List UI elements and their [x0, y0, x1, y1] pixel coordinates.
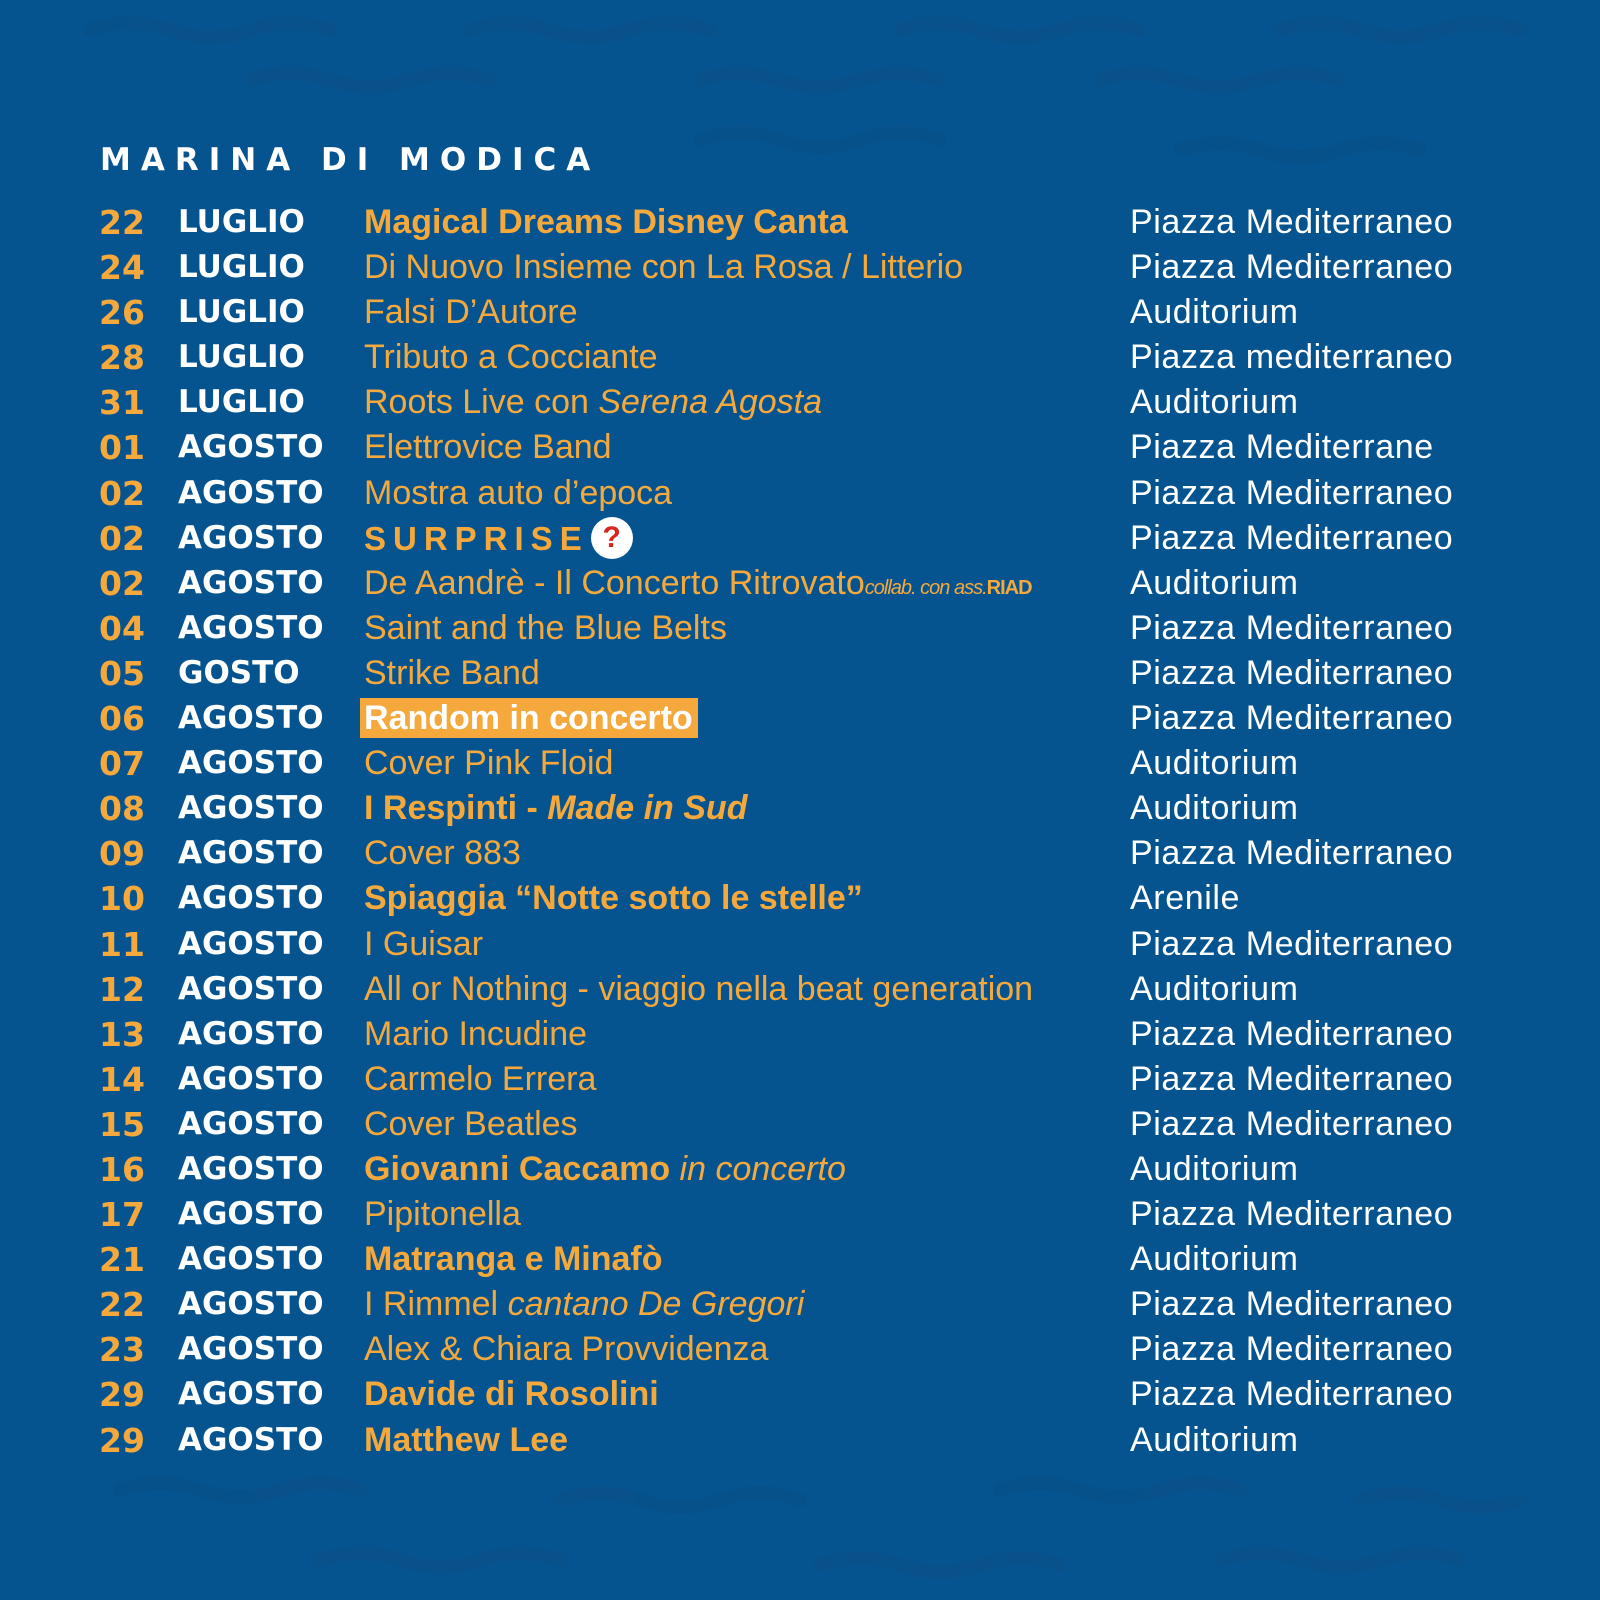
- event-title-segment: Pipitonella: [364, 1195, 521, 1234]
- event-day: 05: [99, 653, 145, 693]
- event-day: 01: [99, 428, 145, 468]
- event-month: AGOSTO: [178, 1196, 324, 1233]
- event-day: 23: [99, 1330, 145, 1370]
- event-day: 07: [99, 744, 145, 784]
- event-day: 21: [99, 1240, 145, 1280]
- event-title-segment: Roots Live con: [364, 383, 599, 422]
- event-title-segment: Di Nuovo Insieme con La Rosa / Litterio: [364, 248, 964, 287]
- event-day: 15: [99, 1104, 145, 1144]
- event-row: [0, 245, 1600, 290]
- event-venue: Piazza Mediterraneo: [1130, 518, 1454, 557]
- event-title-segment: Cover Beatles: [364, 1104, 578, 1143]
- event-row: [0, 606, 1600, 651]
- event-day: 11: [99, 924, 145, 964]
- event-venue: Piazza Mediterraneo: [1130, 1330, 1454, 1369]
- event-title: [364, 1372, 659, 1417]
- event-title: [364, 876, 863, 921]
- event-month: LUGLIO: [178, 249, 305, 286]
- event-venue: Piazza Mediterraneo: [1130, 473, 1454, 512]
- event-row: [0, 1192, 1600, 1237]
- event-row: [0, 1237, 1600, 1282]
- event-month: AGOSTO: [178, 429, 324, 466]
- event-day: 09: [99, 834, 145, 874]
- event-row: [0, 200, 1600, 245]
- event-title: [364, 651, 540, 696]
- event-month: AGOSTO: [178, 1015, 324, 1052]
- event-row: [0, 1057, 1600, 1102]
- event-venue: Auditorium: [1130, 744, 1299, 783]
- event-row: [0, 1147, 1600, 1192]
- event-title: [364, 516, 633, 562]
- event-day: 13: [99, 1014, 145, 1054]
- event-day: 29: [99, 1375, 145, 1415]
- event-title: [364, 606, 727, 651]
- event-title-segment: Matranga e Minafò: [364, 1240, 663, 1279]
- event-day: 06: [99, 699, 145, 739]
- event-row: [0, 290, 1600, 335]
- event-month: LUGLIO: [178, 294, 305, 331]
- event-row: [0, 561, 1600, 606]
- event-venue: Auditorium: [1130, 789, 1299, 828]
- event-title: [364, 245, 963, 290]
- event-title-segment: RIAD: [986, 576, 1032, 599]
- event-title: [364, 380, 822, 425]
- event-day: 02: [99, 518, 145, 558]
- event-row: [0, 1372, 1600, 1417]
- event-month: LUGLIO: [178, 384, 305, 421]
- event-venue: Piazza Mediterraneo: [1130, 203, 1454, 241]
- event-venue: Arenile: [1130, 879, 1241, 918]
- event-title-segment: Giovanni Caccamo: [364, 1149, 671, 1188]
- event-row: [0, 922, 1600, 967]
- event-row: [0, 741, 1600, 786]
- event-row: [0, 516, 1600, 561]
- event-title-segment: Saint and the Blue Belts: [364, 608, 727, 647]
- event-row: [0, 967, 1600, 1012]
- event-month: AGOSTO: [178, 474, 324, 511]
- event-title: [364, 967, 1033, 1012]
- event-venue: Piazza Mediterraneo: [1130, 1104, 1454, 1143]
- event-title-segment: Elettrovice Band: [364, 428, 612, 467]
- event-title-segment: Cover 883: [364, 834, 521, 873]
- event-month: AGOSTO: [178, 1060, 324, 1097]
- event-venue: Piazza mediterraneo: [1130, 338, 1454, 377]
- event-title-segment: Made in Sud: [547, 789, 748, 828]
- event-title: [364, 696, 698, 741]
- event-row: [0, 471, 1600, 516]
- event-row: [0, 335, 1600, 380]
- event-title-segment: Strike Band: [364, 653, 540, 692]
- event-title: [364, 471, 672, 516]
- event-day: 22: [99, 1285, 145, 1325]
- event-row: [0, 876, 1600, 921]
- event-month: AGOSTO: [178, 1150, 324, 1187]
- event-title: [364, 922, 483, 967]
- event-month: AGOSTO: [178, 880, 324, 917]
- event-title: [364, 335, 658, 380]
- event-venue: Piazza Mediterraneo: [1130, 1375, 1454, 1414]
- event-title-segment: Carmelo Errera: [364, 1059, 597, 1098]
- event-venue: Piazza Mediterraneo: [1130, 248, 1454, 287]
- event-title-segment: Alex & Chiara Provvidenza: [364, 1330, 769, 1369]
- event-row: [0, 1327, 1600, 1372]
- event-day: 22: [99, 203, 145, 242]
- event-day: 24: [99, 248, 145, 288]
- event-month: AGOSTO: [178, 1331, 324, 1368]
- event-title: [364, 1237, 662, 1282]
- event-title-segment: Mario Incudine: [364, 1014, 588, 1053]
- event-day: 16: [99, 1149, 145, 1189]
- event-title-segment: Davide di Rosolini: [364, 1375, 659, 1414]
- event-title: [364, 831, 521, 876]
- event-day: 02: [99, 473, 145, 513]
- event-venue: Auditorium: [1130, 293, 1299, 332]
- event-title: [364, 1102, 578, 1147]
- event-title: [364, 1012, 587, 1057]
- event-venue: Auditorium: [1130, 563, 1299, 602]
- event-venue: Piazza Mediterraneo: [1130, 1285, 1454, 1324]
- event-title-segment: Mostra auto d’epoca: [364, 473, 673, 512]
- event-title: [364, 290, 578, 335]
- event-day: 02: [99, 563, 145, 603]
- event-day: 17: [99, 1195, 145, 1235]
- event-row: [0, 786, 1600, 831]
- event-title-segment: I Respinti -: [364, 789, 548, 828]
- event-title-segment: Cover Pink Floid: [364, 744, 614, 783]
- event-row: [0, 425, 1600, 470]
- event-venue: Piazza Mediterrane: [1130, 428, 1434, 467]
- highlighted-event-title: Random in concerto: [360, 698, 698, 738]
- event-row: [0, 696, 1600, 741]
- event-month: LUGLIO: [178, 204, 305, 240]
- event-title: [364, 1192, 521, 1237]
- event-venue: Piazza Mediterraneo: [1130, 608, 1454, 647]
- event-title-segment: All or Nothing - viaggio nella beat generation: [364, 969, 1034, 1008]
- event-title-segment: collab. con ass.: [864, 576, 987, 599]
- event-title: [364, 786, 747, 831]
- event-day: 08: [99, 789, 145, 829]
- event-venue: Auditorium: [1130, 1240, 1299, 1279]
- event-month: AGOSTO: [178, 564, 324, 601]
- event-venue: Auditorium: [1130, 1149, 1299, 1188]
- event-day: 26: [99, 293, 145, 333]
- event-venue: Piazza Mediterraneo: [1130, 699, 1454, 738]
- event-title-segment: Tributo a Cocciante: [364, 338, 658, 377]
- event-day: 12: [99, 969, 145, 1009]
- event-venue: Piazza Mediterraneo: [1130, 653, 1454, 692]
- event-venue: Auditorium: [1130, 969, 1299, 1008]
- event-title: [364, 1327, 768, 1372]
- event-title: [364, 425, 612, 470]
- event-month: AGOSTO: [178, 1241, 324, 1278]
- event-day: 28: [99, 338, 145, 378]
- event-title: [364, 1057, 596, 1102]
- event-title-segment: De Aandrè - Il Concerto Ritrovato: [364, 563, 865, 602]
- event-month: AGOSTO: [178, 700, 324, 737]
- question-mark-icon: ?: [591, 517, 633, 559]
- event-venue: Piazza Mediterraneo: [1130, 1195, 1454, 1234]
- event-title: [364, 741, 613, 786]
- event-month: AGOSTO: [178, 609, 324, 646]
- event-month: AGOSTO: [178, 1376, 324, 1413]
- event-day: 29: [99, 1420, 145, 1460]
- event-day: 04: [99, 608, 145, 648]
- event-row: [0, 1102, 1600, 1147]
- event-month: AGOSTO: [178, 1105, 324, 1142]
- page-title: MARINA DI MODICA: [100, 142, 601, 178]
- event-row: [0, 380, 1600, 425]
- event-title: [364, 561, 1032, 611]
- event-month: AGOSTO: [178, 835, 324, 872]
- event-title-segment: I Rimmel: [364, 1285, 508, 1324]
- event-day: 10: [99, 879, 145, 919]
- event-title-segment: in concerto: [670, 1149, 846, 1188]
- event-month: AGOSTO: [178, 925, 324, 962]
- event-day: 31: [99, 383, 145, 423]
- event-venue: Auditorium: [1130, 383, 1299, 422]
- event-month: GOSTO: [178, 654, 300, 691]
- event-day: 14: [99, 1059, 145, 1099]
- event-row: [0, 831, 1600, 876]
- event-venue: Piazza Mediterraneo: [1130, 1059, 1454, 1098]
- event-title: [364, 1282, 804, 1327]
- event-venue: Piazza Mediterraneo: [1130, 1014, 1454, 1053]
- event-title: [364, 1147, 846, 1192]
- event-row: [0, 651, 1600, 696]
- event-title-segment: Serena Agosta: [598, 383, 823, 422]
- event-row: [0, 1282, 1600, 1327]
- event-row: [0, 1012, 1600, 1057]
- event-title: [364, 200, 848, 245]
- event-title-segment: SURPRISE: [364, 519, 589, 557]
- event-month: AGOSTO: [178, 970, 324, 1007]
- event-title-segment: cantano De Gregori: [507, 1285, 805, 1324]
- event-month: AGOSTO: [178, 745, 324, 782]
- event-title-segment: Matthew Lee: [364, 1420, 569, 1459]
- event-month: AGOSTO: [178, 1286, 324, 1323]
- event-title-segment: I Guisar: [364, 924, 484, 963]
- event-venue: Piazza Mediterraneo: [1130, 834, 1454, 873]
- event-venue: Auditorium: [1130, 1420, 1299, 1459]
- event-venue: Piazza Mediterraneo: [1130, 924, 1454, 963]
- event-title-segment: Spiaggia “Notte sotto le stelle”: [364, 879, 863, 918]
- event-list: [0, 200, 1600, 1463]
- event-month: AGOSTO: [178, 790, 324, 827]
- event-title-segment: Falsi D’Autore: [364, 293, 578, 332]
- event-month: AGOSTO: [178, 1421, 324, 1458]
- event-month: LUGLIO: [178, 339, 305, 376]
- event-month: AGOSTO: [178, 519, 324, 556]
- event-title-segment: Magical Dreams Disney Canta: [364, 203, 848, 241]
- event-row: [0, 1418, 1600, 1463]
- event-title: [364, 1418, 568, 1463]
